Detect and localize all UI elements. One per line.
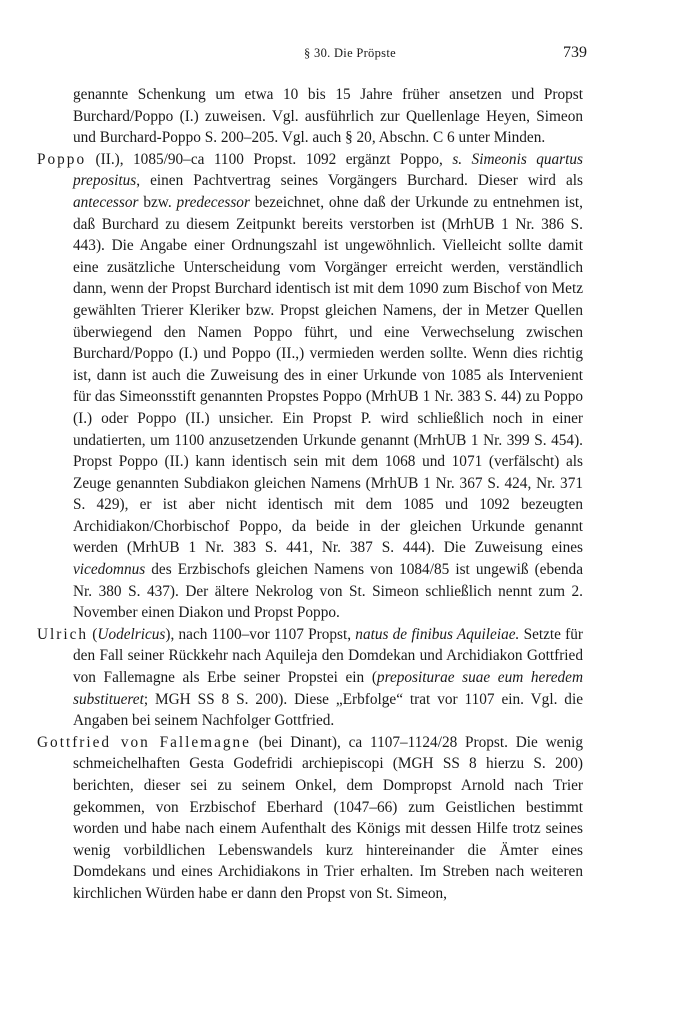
entry-gottfried bbox=[37, 732, 583, 905]
entry-name-poppo: Poppo bbox=[37, 150, 87, 168]
entry-text: (bei Dinant), ca 1107–1124/28 Propst. Die wenig schmeichelhaften Gesta Godefridi archiepiscopi (MGH SS 8 hierzu S. 200) berichten, dieser sei zu seinem Onkel, dem Dompropst Arnold nach Trier gekommen, von Erzbischof Eberhard (1047–66) zum Geistlichen bestimmt worden und habe nach einem Aufenthalt des Königs mit dessen Hilfe trotz seines wenig vorbildlichen Lebenswandels kurz hintereinander die Ämter eines Domdekans und eines Archidiakons in Trier erhalten. Im Streben nach weiteren kirchlichen Würden habe er dann den Propst von St. Simeon, bbox=[73, 733, 583, 902]
entry-ulrich bbox=[37, 624, 583, 732]
entry-text: ), nach 1100–vor 1107 Propst, bbox=[165, 625, 356, 643]
running-head bbox=[0, 44, 700, 64]
entry-name-ulrich: Ulrich bbox=[37, 625, 89, 643]
latin-name: Uodelricus bbox=[97, 625, 166, 643]
entry-text: , einen Pachtvertrag seines Vorgängers Burchard. Dieser wird als bbox=[136, 172, 583, 190]
entry-poppo bbox=[37, 149, 583, 624]
latin-term: vicedomnus bbox=[73, 561, 146, 579]
entry-name-gottfried: Gottfried von Fallemagne bbox=[37, 733, 251, 751]
latin-quote: s. Simeonis quartus prepositus bbox=[73, 150, 583, 190]
running-title: § 30. Die Pröpste bbox=[304, 46, 396, 60]
entry-text: bzw. bbox=[138, 193, 177, 211]
latin-term: predecessor bbox=[176, 193, 250, 211]
body-text bbox=[37, 84, 583, 905]
page-number: 739 bbox=[563, 44, 587, 61]
latin-term: antecessor bbox=[73, 193, 139, 211]
entry-text: Setzte für den Fall seiner Rückkehr nach Aquileja den Domdekan und Archidiakon Gottfried von Fallemagne als Erbe seiner Propstei ein ( bbox=[73, 625, 584, 687]
latin-quote: natus de finibus Aquileiae. bbox=[355, 625, 520, 643]
entry-text: des Erzbischofs gleichen Namens von 1084/85 ist ungewiß (ebenda Nr. 380 S. 437). Der ältere Nekrolog von St. Simeon schließlich nennt zum 2. November einen Diakon und Propst Poppo. bbox=[73, 561, 583, 622]
entry-text: ( bbox=[88, 625, 98, 643]
entry-text: ; MGH SS 8 S. 200). Diese „Erbfolge“ trat vor 1107 ein. Vgl. die Angaben bei seinem Nachfolger Gottfried. bbox=[73, 690, 583, 730]
latin-quote: prepositurae suae eum heredem substitueret bbox=[73, 669, 583, 708]
intro-paragraph: genannte Schenkung um etwa 10 bis 15 Jahre früher ansetzen und Propst Burchard/Poppo (I.) zuweisen. Vgl. ausführlich zur Quellenlage Heyen, Simeon und Burchard-Poppo S. 200–205. Vgl. auch § 20, Abschn. C 6 unter Minden. bbox=[73, 86, 583, 147]
entry-text: bezeichnet, ohne daß der Urkunde zu entnehmen ist, daß Burchard zu diesem Zeitpunkt bereits verstorben ist (MrhUB 1 Nr. 386 S. 443). Die Angabe einer Ordnungszahl ist ungewöhnlich. Vielleicht sollte damit eine zusätzliche Unterscheidung vom Vorgänger erreicht werden, verständlich dann, wenn der Propst Burchard identisch ist mit dem 1090 zum Bischof von Metz gewählten Trierer Kleriker bzw. Propst gleichen Namens, der in Metzer Quellen überwiegend den Namen Poppo führt, und eine Verwechselung zwischen Burchard/Poppo (I.) und Poppo (II.,) vermieden werden sollte. Wenn dies richtig ist, dann ist auch die Zuweisung des in einer Urkunde von 1085 als Intervenient für das Simeonsstift genannten Propstes Poppo (MrhUB 1 Nr. 383 S. 44) zu Poppo (I.) oder Poppo (II.) unsicher. Ein Propst P. wird schließlich noch in einer undatierten, um 1100 anzusetzenden Urkunde genannt (MrhUB 1 Nr. 399 S. 454). Propst Poppo (II.) kann identisch sein mit dem 1068 und 1071 (verfälscht) als Zeuge genannten Subdiakon gleichen Namens (MrhUB 1 Nr. 367 S. 424, Nr. 371 S. 429), er ist aber nicht identisch mit dem 1085 und 1092 bezeugten Archidiakon/Chorbischof Poppo, da beide in der gleichen Urkunde genannt werden (MrhUB 1 Nr. 383 S. 441, Nr. 387 S. 444). Die Zuweisung eines bbox=[73, 193, 583, 557]
entry-text: (II.), 1085/90–ca 1100 Propst. 1092 ergänzt Poppo, bbox=[86, 150, 453, 168]
